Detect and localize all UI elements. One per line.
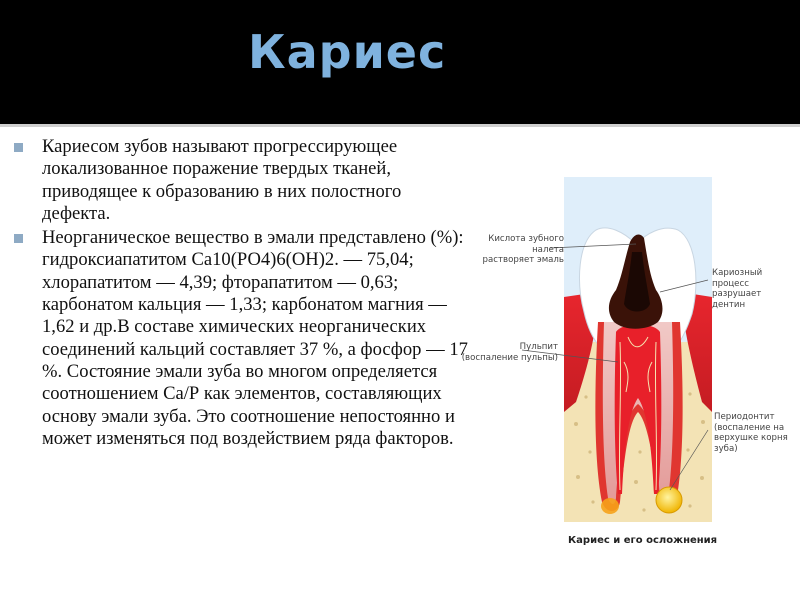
title-bar	[0, 0, 800, 124]
label-caries-process: Кариозный процесс разрушает дентин	[712, 268, 763, 310]
bullet-item	[12, 136, 470, 225]
bullet-text: Кариесом зубов называют прогрессирующее локализованное поражение твердых тканей, приводящее к образованию в них полостного дефекта.	[42, 136, 402, 224]
bullet-list	[12, 136, 470, 452]
square-bullet-icon	[14, 234, 23, 243]
slide-title: Кариес	[248, 25, 447, 79]
label-periodontitis: Периодонтит (воспаление на верхушке корня зуба)	[714, 412, 788, 454]
bullet-item	[12, 227, 470, 450]
root-apex-left-inflammation	[601, 498, 619, 514]
bullet-text: Неорганическое вещество в эмали представлено (%): гидроксиапатитом Са10(РО4)6(ОН)2. — 75,04; хлорапатитом — 4,39; фторапатитом — 0,63; карбонатом кальция — 1,33; карбонатом магния — 1,62 и др.В составе химических неорганических соединений кальций составляет 37 %, а фосфор — 17 %. Состояние эмали зуба во многом определяется соотношением Са/Р как элементов, составляющих основу эмали зуба. Это соотношение непостоянно и может изменяться под воздействием ряда факторов.	[42, 227, 468, 449]
label-enamel-acid: Кислота зубного налета растворяет эмаль	[482, 234, 564, 266]
label-pulpitis: Пульпит (воспаление пульпы)	[461, 342, 558, 363]
figure-caption: Кариес и его осложнения	[568, 535, 718, 546]
header-divider	[0, 124, 800, 127]
square-bullet-icon	[14, 143, 23, 152]
tooth-caries-figure	[458, 172, 796, 552]
periodontitis-abscess	[656, 487, 682, 513]
